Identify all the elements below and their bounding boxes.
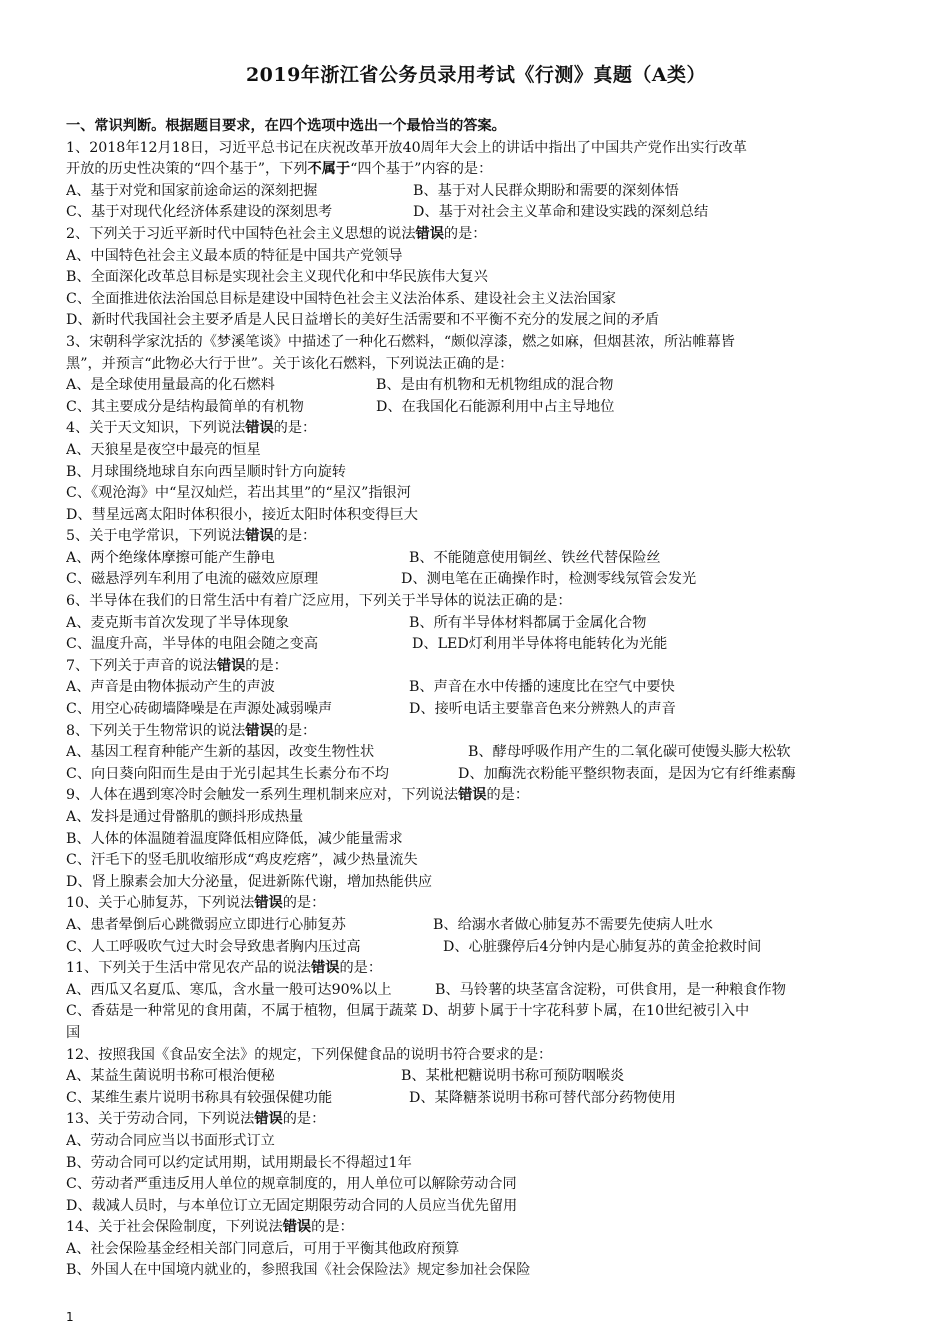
option-d: D、新时代我国社会主要矛盾是人民日益增长的美好生活需要和不平衡不充分的发展之间的矛盾 bbox=[66, 312, 660, 329]
option-b: B、月球围绕地球自东向西呈顺时针方向旋转 bbox=[66, 463, 346, 480]
option-a: A、西瓜又名夏瓜、寒瓜，含水量一般可达90%以上 bbox=[66, 981, 392, 998]
keyword-bold: 错误 bbox=[311, 960, 340, 977]
question-3-stem-line-1: 3、宋朝科学家沈括的《梦溪笔谈》中描述了一种化石燃料，“颇似淳漆，燃之如麻，但烟甚浓，所沾帷幕皆 bbox=[66, 333, 735, 350]
option-d: D、裁减人员时，与本单位订立无固定期限劳动合同的人员应当优先留用 bbox=[66, 1197, 518, 1214]
option-a: A、是全球使用量最高的化石燃料 bbox=[66, 377, 275, 394]
question-1-options-ab bbox=[66, 181, 946, 203]
question-7-options-cd bbox=[66, 699, 946, 721]
keyword-bold: 错误 bbox=[282, 1219, 312, 1236]
option-d: D、彗星远离太阳时体积很小，接近太阳时体积变得巨大 bbox=[66, 506, 418, 523]
question-1-stem-line-2: 开放的历史性决策的“四个基于”，下列不属于“四个基于”内容的是： bbox=[66, 161, 493, 178]
question-11-stem: 11、下列关于生活中常见农产品的说法错误的是： bbox=[66, 960, 383, 977]
question-2-stem: 2、下列关于习近平新时代中国特色社会主义思想的说法错误的是： bbox=[66, 225, 487, 242]
option-d: D、加酶洗衣粉能平整织物表面，是因为它有纤维素酶 bbox=[458, 765, 796, 782]
question-5-options-cd bbox=[66, 569, 946, 591]
section-heading: 一、常识判断。根据题目要求，在四个选项中选出一个最恰当的答案。 bbox=[66, 118, 506, 134]
option-a: A、两个绝缘体摩擦可能产生静电 bbox=[66, 549, 275, 566]
question-5-stem: 5、关于电学常识，下列说法错误的是： bbox=[66, 528, 317, 545]
option-b: B、酵母呼吸作用产生的二氧化碳可使馒头膨大松软 bbox=[468, 744, 791, 761]
question-13-stem: 13、关于劳动合同，下列说法错误的是： bbox=[66, 1111, 326, 1128]
question-7-options-ab bbox=[66, 677, 946, 699]
keyword-bold: 错误 bbox=[415, 225, 444, 242]
keyword-bold: 错误 bbox=[254, 1111, 283, 1128]
option-d: D、肾上腺素会加大分泌量，促进新陈代谢，增加热能供应 bbox=[66, 873, 433, 890]
option-a: A、麦克斯韦首次发现了半导体现象 bbox=[66, 614, 290, 631]
question-14-stem: 14、关于社会保险制度，下列说法错误的是： bbox=[66, 1219, 354, 1236]
keyword-bold: 错误 bbox=[458, 787, 487, 804]
option-b: B、劳动合同可以约定试用期，试用期最长不得超过1年 bbox=[66, 1154, 412, 1171]
option-d: D、基于对社会主义革命和建设实践的深刻总结 bbox=[413, 204, 709, 221]
option-d: D、心脏骤停后4分钟内是心肺复苏的黄金抢救时间 bbox=[443, 938, 762, 955]
option-a: A、声音是由物体振动产生的声波 bbox=[66, 679, 275, 696]
option-d: D、某降糖茶说明书称可替代部分药物使用 bbox=[409, 1089, 676, 1106]
option-b: B、某枇杷糖说明书称可预防咽喉炎 bbox=[401, 1068, 625, 1085]
option-a: A、天狼星是夜空中最亮的恒星 bbox=[66, 441, 261, 458]
option-a: A、患者晕倒后心跳微弱应立即进行心肺复苏 bbox=[66, 916, 346, 933]
option-a: A、劳动合同应当以书面形式订立 bbox=[66, 1132, 275, 1149]
option-c: C、基于对现代化经济体系建设的深刻思考 bbox=[66, 204, 333, 221]
keyword-bold: 不属于 bbox=[307, 161, 351, 178]
question-3-stem-line-2: 黑”，并预言“此物必大行于世”。关于该化石燃料，下列说法正确的是： bbox=[66, 355, 514, 372]
question-5-options-ab bbox=[66, 548, 946, 570]
keyword-bold: 错误 bbox=[245, 420, 274, 437]
option-c: C、磁悬浮列车利用了电流的磁效应原理 bbox=[66, 571, 319, 588]
option-b: B、人体的体温随着温度降低相应降低，减少能量需求 bbox=[66, 830, 403, 847]
option-c: C、其主要成分是结构最简单的有机物 bbox=[66, 398, 304, 415]
question-1-options-cd bbox=[66, 202, 946, 224]
option-b: B、全面深化改革总目标是实现社会主义现代化和中华民族伟大复兴 bbox=[66, 269, 488, 286]
option-d: D、测电笔在正确操作时，检测零线氖管会发光 bbox=[401, 571, 697, 588]
question-12-stem: 12、按照我国《食品安全法》的规定，下列保健食品的说明书符合要求的是： bbox=[66, 1046, 553, 1063]
question-10-options-cd bbox=[66, 937, 946, 959]
option-b: B、声音在水中传播的速度比在空气中要快 bbox=[409, 679, 675, 696]
option-c: C、用空心砖砌墙降噪是在声源处减弱噪声 bbox=[66, 701, 333, 718]
option-d: D、LED灯利用半导体将电能转化为光能 bbox=[412, 636, 668, 653]
option-b: B、是由有机物和无机物组成的混合物 bbox=[376, 377, 614, 394]
question-3-options-ab bbox=[66, 375, 946, 397]
question-8-stem: 8、下列关于生物常识的说法错误的是： bbox=[66, 722, 317, 739]
question-11-options-cd-line-1: C、香菇是一种常见的食用菌，不属于植物，但属于蔬菜 D、胡萝卜属于十字花科萝卜属，在10世纪被引入中 bbox=[66, 1003, 750, 1020]
question-10-stem: 10、关于心肺复苏，下列说法错误的是： bbox=[66, 895, 326, 912]
option-c: C、汗毛下的竖毛肌收缩形成“鸡皮疙瘩”，减少热量流失 bbox=[66, 852, 418, 869]
option-c: C、某维生素片说明书称具有较强保健功能 bbox=[66, 1089, 333, 1106]
question-12-options-ab bbox=[66, 1066, 946, 1088]
option-a: A、某益生菌说明书称可根治便秘 bbox=[66, 1068, 275, 1085]
question-7-stem: 7、下列关于声音的说法错误的是： bbox=[66, 657, 288, 674]
option-d: D、接听电话主要靠音色来分辨熟人的声音 bbox=[409, 701, 676, 718]
option-c: C、向日葵向阳而生是由于光引起其生长素分布不均 bbox=[66, 765, 389, 782]
keyword-bold: 错误 bbox=[216, 657, 246, 674]
option-c: C、温度升高，半导体的电阻会随之变高 bbox=[66, 636, 319, 653]
option-a: A、发抖是通过骨骼肌的颤抖形成热量 bbox=[66, 809, 304, 825]
option-c: C、劳动者严重违反用人单位的规章制度的，用人单位可以解除劳动合同 bbox=[66, 1176, 517, 1193]
question-9-stem: 9、人体在遇到寒冷时会触发一系列生理机制来应对，下列说法错误的是： bbox=[66, 787, 530, 804]
document-body bbox=[66, 116, 946, 1282]
option-b: B、所有半导体材料都属于金属化合物 bbox=[409, 614, 647, 631]
keyword-bold: 错误 bbox=[245, 722, 274, 739]
option-c: C、全面推进依法治国总目标是建设中国特色社会主义法治体系、建设社会主义法治国家 bbox=[66, 290, 616, 307]
question-1-stem-line-1: 1、2018年12月18日，习近平总书记在庆祝改革开放40周年大会上的讲话中指出了中国共产党作出实行改革 bbox=[66, 139, 747, 156]
option-c: C、《观沧海》中“星汉灿烂，若出其里”的“星汉”指银河 bbox=[66, 485, 411, 502]
option-c: C、人工呼吸吹气过大时会导致患者胸内压过高 bbox=[66, 938, 361, 955]
question-11-options-cd-line-2: 国 bbox=[66, 1024, 81, 1041]
question-8-options-ab bbox=[66, 742, 946, 764]
keyword-bold: 错误 bbox=[245, 528, 274, 545]
option-b: B、不能随意使用铜丝、铁丝代替保险丝 bbox=[409, 549, 661, 566]
question-6-stem: 6、半导体在我们的日常生活中有着广泛应用，下列关于半导体的说法正确的是： bbox=[66, 593, 572, 610]
option-b: B、外国人在中国境内就业的，参照我国《社会保险法》规定参加社会保险 bbox=[66, 1262, 531, 1279]
option-b: B、给溺水者做心肺复苏不需要先使病人吐水 bbox=[433, 916, 713, 933]
option-b: B、基于对人民群众期盼和需要的深刻体悟 bbox=[413, 182, 679, 199]
option-b: B、马铃薯的块茎富含淀粉，可供食用，是一种粮食作物 bbox=[435, 981, 786, 998]
question-10-options-ab bbox=[66, 915, 946, 937]
question-4-stem: 4、关于天文知识，下列说法错误的是： bbox=[66, 420, 317, 437]
question-6-options-ab bbox=[66, 613, 946, 635]
page-title: 2019年浙江省公务员录用考试《行测》真题（A类） bbox=[245, 64, 707, 86]
option-a: A、中国特色社会主义最本质的特征是中国共产党领导 bbox=[66, 247, 403, 264]
question-12-options-cd bbox=[66, 1088, 946, 1110]
keyword-bold: 错误 bbox=[254, 895, 283, 912]
option-d: D、在我国化石能源利用中占主导地位 bbox=[376, 398, 615, 415]
page-number: 1 bbox=[66, 1310, 74, 1324]
question-6-options-cd bbox=[66, 634, 946, 656]
question-3-options-cd bbox=[66, 397, 946, 419]
option-a: A、社会保险基金经相关部门同意后，可用于平衡其他政府预算 bbox=[66, 1240, 460, 1257]
option-a: A、基于对党和国家前途命运的深刻把握 bbox=[66, 182, 318, 199]
option-a: A、基因工程育种能产生新的基因，改变生物性状 bbox=[66, 744, 375, 761]
question-11-options-ab bbox=[66, 980, 946, 1002]
question-8-options-cd bbox=[66, 764, 946, 786]
